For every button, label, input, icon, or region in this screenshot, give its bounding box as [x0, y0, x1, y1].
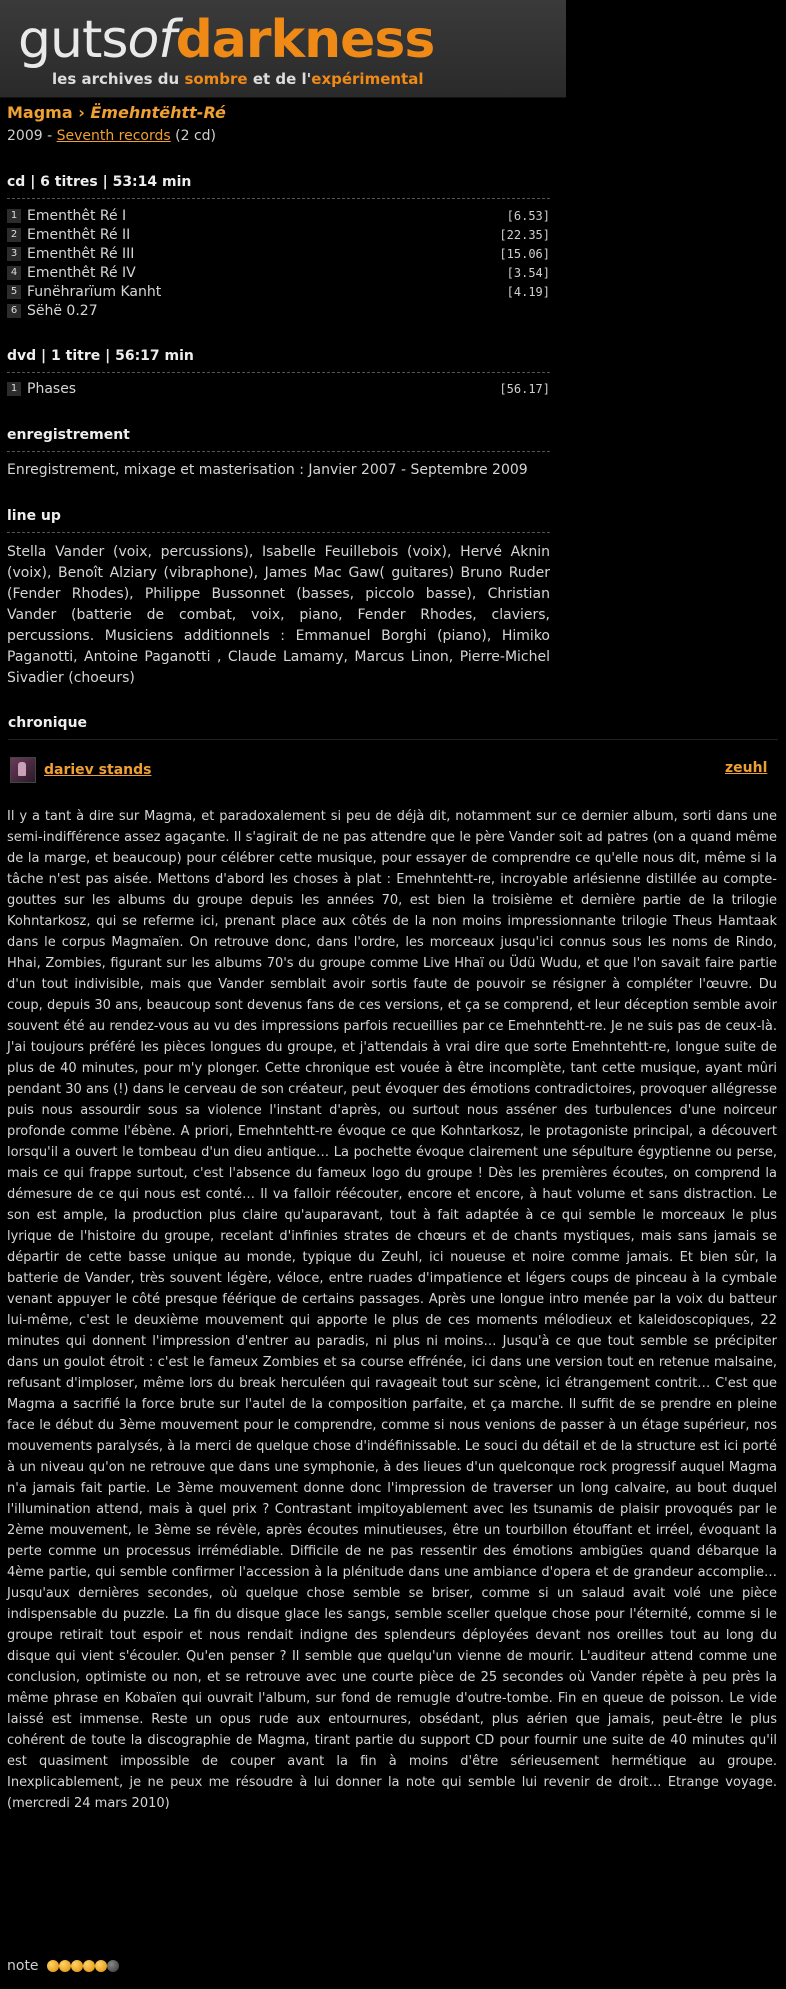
track-title: Funëhrarïum Kanht: [27, 284, 162, 300]
tagline-part: et de l': [247, 70, 312, 88]
rating-dot-filled-icon: [83, 1960, 95, 1972]
rating-dot-filled-icon: [59, 1960, 71, 1972]
genre-link[interactable]: zeuhl: [725, 760, 768, 776]
recording-heading: enregistrement: [7, 427, 550, 452]
logo-word-darkness: darkness: [175, 10, 435, 70]
track-number: 1: [7, 209, 21, 223]
cd-heading: cd | 6 titres | 53:14 min: [7, 174, 550, 199]
rating-dots: [47, 1958, 119, 1974]
track-row: [7, 283, 550, 302]
site-logo[interactable]: [18, 10, 435, 70]
label-link[interactable]: Seventh records: [56, 128, 171, 144]
release-year: 2009: [7, 128, 43, 144]
cd-tracklist: [7, 207, 550, 321]
track-title: Phases: [27, 381, 77, 397]
avatar[interactable]: [10, 757, 36, 783]
lineup-text: Stella Vander (voix, percussions), Isabelle Feuillebois (voix), Hervé Aknin (voix), Benoît Alziary (vibraphone), James Mac Gaw( guitares) Bruno Ruder (Fender Rhodes), Philippe Bussonnet (basses, piccolo basse), Christian Vander (batterie de combat, voix, piano, Fender Rhodes, claviers, percussions. Musiciens additionnels : Emmanuel Borghi (piano), Himiko Paganotti, Antoine Paganotti , Claude Lamamy, Marcus Linon, Pierre-Michel Sivadier (choeurs): [7, 544, 550, 686]
track-number: 1: [7, 382, 21, 396]
recording-text: Enregistrement, mixage et masterisation : Janvier 2007 - Septembre 2009: [7, 462, 528, 478]
breadcrumb-separator: ›: [72, 103, 91, 122]
dvd-tracklist: [7, 380, 550, 399]
track-duration: [3.54]: [506, 266, 550, 280]
album-title: Ëmehntëhtt-Ré: [90, 103, 226, 122]
logo-word-of: of: [127, 10, 176, 70]
track-title: Ementhêt Ré II: [27, 227, 131, 243]
site-tagline: [52, 70, 423, 88]
track-duration: [22.35]: [499, 228, 550, 242]
track-row: [7, 302, 550, 321]
track-title: Ementhêt Ré I: [27, 208, 127, 224]
track-title: Sëhë 0.27: [27, 303, 98, 319]
track-row: [7, 207, 550, 226]
track-number: 3: [7, 247, 21, 261]
track-duration: [6.53]: [506, 209, 550, 223]
rating-dot-filled-icon: [47, 1960, 59, 1972]
review-author[interactable]: [10, 757, 151, 785]
tagline-part: sombre: [184, 70, 248, 88]
chronique-heading: chronique: [8, 715, 778, 740]
tagline-part: expérimental: [311, 70, 424, 88]
meta-dash: -: [42, 128, 57, 144]
track-number: 6: [7, 304, 21, 318]
rating-label: note: [7, 1958, 39, 1974]
track-number: 5: [7, 285, 21, 299]
track-title: Ementhêt Ré IV: [27, 265, 136, 281]
dvd-heading: dvd | 1 titre | 56:17 min: [7, 348, 550, 373]
rating-dot-empty-icon: [107, 1960, 119, 1972]
artist-link[interactable]: Magma: [7, 103, 73, 122]
review-text: Il y a tant à dire sur Magma, et paradoxalement si peu de déjà dit, notamment sur ce dernier album, sorti dans une semi-indifférence assez agaçante. Il s'agirait de ne pas attendre que le père Vander soit ad patres (on a quand même de la marge, et beaucoup) pour célébrer cette musique, pour essayer de comprendre ce qu'elle nous dit, même si la tâche n'est pas aisée. Mettons d'abord les choses à plat : Emehntehtt-re, incroyable arlésienne distillée au compte-gouttes sur les albums du groupe depuis les années 70, est bien la troisième et dernière partie de la trilogie Kohntarkosz, qui se referme ici, prenant place aux côtés de la non moins impressionnante trilogie Theus Hamtaak dans le corpus Magmaïen. On retrouve donc, dans l'ordre, les morceaux jusqu'ici connus sous les noms de Rindo, Hhai, Zombies, figurant sur les albums 70's du groupe comme Live Hhaï ou Üdü Wudu, et que l'on savait faire partie d'un tout indivisible, mais que Vander semblait avoir sortis faute de pouvoir se résigner à compléter l'œuvre. Du coup, depuis 30 ans, beaucoup sont devenus fans de ces versions, et ça se comprend, et leur déception semble avoir souvent été au rendez-vous au vu des impressions parfois recueillies par ce Emehntehtt-re. Je ne suis pas de ceux-là. J'ai toujours préféré les pièces longues du groupe, et j'attendais à vrai dire que sorte Emehntehtt-re, longue suite de plus de 40 minutes, pour m'y plonger. Cette chronique est vouée à être incomplète, tant cette musique, ayant mûri pendant 30 ans (!) dans le cerveau de son créateur, peut évoquer des émotions contradictoires, provoquer allégresse puis nous assourdir sous sa violence l'instant d'après, ou surtout nous asséner des turbulences d'une noirceur profonde comme l'ébène. A priori, Emehntehtt-re évoque ce que Kohntarkosz, le protagoniste principal, a découvert lorsqu'il a ouvert le tombeau d'un dieu antique… La pochette évoque clairement une sépulture égyptienne ou perse, mais ce qui frappe surtout, c'est l'absence du fameux logo du groupe ! Dès les premières écoutes, on comprend la démesure de ce qui nous est conté… Il va falloir réécouter, encore et encore, à haut volume et sans distraction. Le son est ample, la production plus claire qu'auparavant, tout à fait adaptée à ce qui semble le morceaux le plus lyrique de l'histoire du groupe, recelant d'infinies strates de chœurs et de chants mystiques, mais sans jamais se départir de cette basse unique au monde, typique du Zeuhl, ici noueuse et noire comme jamais. Et bien sûr, la batterie de Vander, très souvent légère, véloce, entre ruades d'impatience et légers coups de pinceau à la cymbale venant appuyer le côté presque féérique de certains passages. Après une longue intro menée par la voix du batteur lui-même, c'est le deuxième mouvement qui apporte le plus de ces moments mélodieux et kaleidoscopiques, 22 minutes qui donnent l'impression d'entrer au paradis, ni plus ni moins… Jusqu'à ce que tout semble se précipiter dans un goulot étroit : c'est le fameux Zombies et sa course effrénée, ici dans une version tout en retenue malsaine, refusant d'imploser, même lors du break herculéen qui ravageait tout sur scène, ici étrangement contrit… C'est que Magma a sacrifié la force brute sur l'autel de la composition parfaite, et ça marche. Il suffit de se prendre en pleine face le début du 3ème mouvement pour le comprendre, comme si nous venions de passer à un étage supérieur, nos mouvements paralysés, à la merci de quelque chose d'indéfinissable. Le souci du détail et de la structure est ici porté à un niveau qu'on ne retrouve que dans une symphonie, à des lieues d'un quelconque rock progressif auquel Magma n'a jamais fait partie. Le 3ème mouvement donne donc l'impression de traverser un long calvaire, au bout duquel l'illumination attend, mais à quel prix ? Contrastant impitoyablement avec les tsunamis de plaisir provoqués par le 2ème mouvement, le 3ème se révèle, après écoutes minutieuses, être un tourbillon étouffant et irréel, évoquant la perte comme un processus irrémédiable. Difficile de ne pas ressentir des émotions ambigües quand débarque la 4ème partie, qui semble confirmer l'accession à la plénitude dans une ambiance d'opera et de grandeur accomplie… Jusqu'aux dernières secondes, où quelque chose semble se briser, comme si un salaud avait volé une pièce indispensable du puzzle. La fin du disque glace les sangs, semble sceller quelque chose pour l'éternité, comme si le groupe retirait tout espoir et nous rendait indigne des splendeurs déployées devant nos oreilles tout au long du disque qui vient s'écouler. Qu'en penser ? Il semble que quelqu'un vienne de mourir. L'auditeur attend comme une conclusion, optimiste ou non, et se retrouve avec une courte pièce de 25 secondes où Vander répète à peu près la même phrase en Kobaïen qui ouvrait l'album, sur fond de remugle d'outre-tombe. Fin en queue de poisson. Le vide laissé est immense. Reste un opus rude aux entournures, obsédant, plus aérien que jamais, peut-être le plus cohérent de toute la discographie de Magma, tirant partie du support CD pour fournir une suite de 40 minutes qu'il est quasiment impossible de couper avant la fin à moins d'être sérieusement hermétique au groupe. Inexplicablement, je ne peux me résoudre à lui donner la note qui semble lui revenir de droit… Etrange voyage. (mercredi 24 mars 2010): [7, 809, 777, 1811]
track-title: Ementhêt Ré III: [27, 246, 135, 262]
lineup-heading: line up: [7, 508, 550, 533]
track-number: 4: [7, 266, 21, 280]
logo-word-guts: guts: [18, 10, 128, 70]
track-row: [7, 264, 550, 283]
tagline-part: les archives du: [52, 70, 185, 88]
album-meta: [7, 128, 216, 144]
track-number: 2: [7, 228, 21, 242]
track-row: [7, 380, 550, 399]
track-duration: [56.17]: [499, 382, 550, 396]
track-duration: [4.19]: [506, 285, 550, 299]
rating: [7, 1958, 119, 1974]
track-row: [7, 226, 550, 245]
breadcrumb: [7, 103, 226, 122]
rating-dot-filled-icon: [95, 1960, 107, 1972]
author-link[interactable]: dariev stands: [44, 762, 152, 778]
site-banner[interactable]: [0, 0, 566, 98]
track-row: [7, 245, 550, 264]
rating-dot-filled-icon: [71, 1960, 83, 1972]
release-format: (2 cd): [170, 128, 217, 144]
track-duration: [15.06]: [499, 247, 550, 261]
